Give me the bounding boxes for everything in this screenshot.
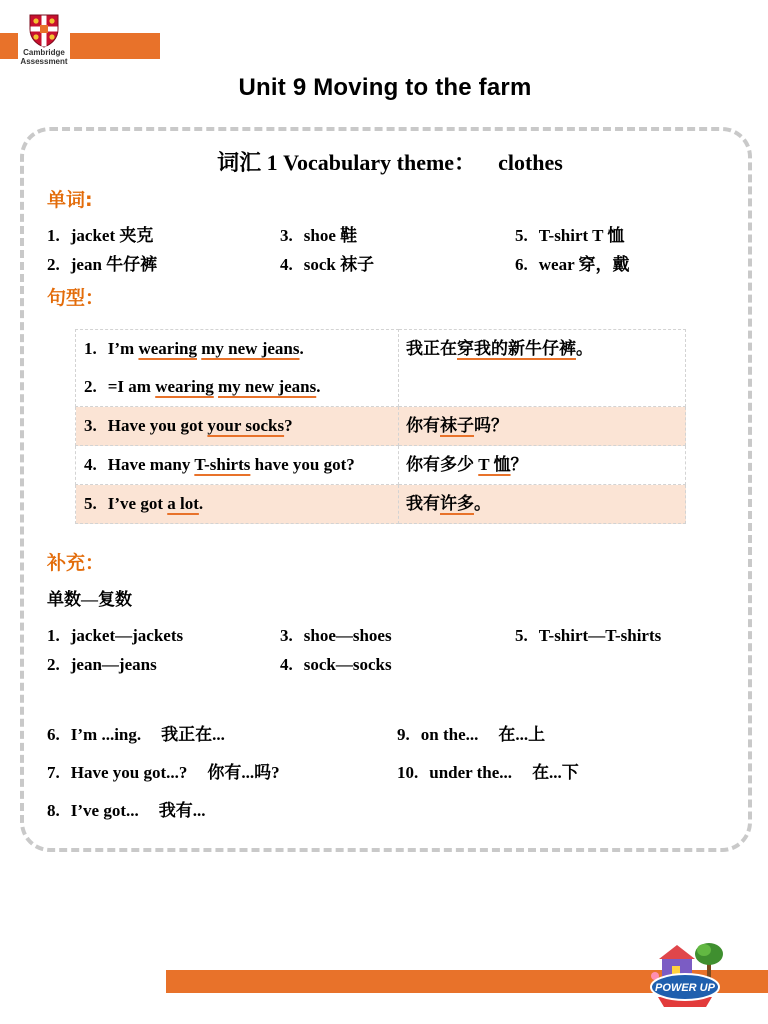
sentence-fragment: . <box>316 377 321 396</box>
sentence-line <box>84 446 398 484</box>
sentence-fragment: 。 <box>474 494 491 513</box>
english-cell <box>76 407 399 446</box>
item-number: 4. <box>280 255 293 274</box>
phrase-chinese: 你有...吗? <box>207 763 280 782</box>
plural-text: sock—socks <box>303 655 392 674</box>
power-up-logo-text: POWER UP <box>655 982 715 994</box>
item-number: 9. <box>397 725 410 744</box>
sentences-section-label: 句型： <box>47 287 105 309</box>
sentence-translation <box>406 330 685 368</box>
item-number: 7. <box>47 763 60 782</box>
vocabulary-theme: clothes <box>498 150 563 175</box>
logo-text-assessment: Assessment <box>20 57 68 66</box>
table-row <box>76 407 686 446</box>
item-number: 2. <box>47 255 60 274</box>
sentence-fragment: ? <box>284 416 293 435</box>
table-row <box>76 446 686 485</box>
underlined-phrase: wearing <box>155 377 214 396</box>
item-number: 6. <box>515 255 528 274</box>
word-text: jean 牛仔裤 <box>70 255 158 274</box>
vocabulary-heading <box>0 150 768 176</box>
plural-text: T-shirt—T-shirts <box>538 626 662 645</box>
phrase-item <box>47 725 225 745</box>
plural-text: shoe—shoes <box>303 626 392 645</box>
word-item <box>280 255 374 275</box>
plural-item <box>280 626 392 646</box>
sentence-fragment: I’m <box>107 339 139 358</box>
logo-text-cambridge: Cambridge <box>23 48 65 57</box>
underlined-phrase: T-shirts <box>194 455 251 474</box>
underlined-phrase: 许多 <box>440 494 474 513</box>
item-number: 5. <box>515 626 528 645</box>
item-number: 2. <box>47 655 60 674</box>
sentence-text <box>108 494 203 513</box>
sentence-line <box>84 407 398 445</box>
sentence-fragment: . <box>198 494 204 513</box>
underlined-phrase: T 恤 <box>478 455 511 474</box>
plural-item <box>47 626 183 646</box>
sentence-fragment: 我有 <box>406 494 440 513</box>
sentence-fragment: ？ <box>510 455 528 474</box>
plural-item <box>515 626 661 646</box>
sentence-number: 4. <box>84 455 97 474</box>
item-number: 1. <box>47 226 60 245</box>
phrase-english: I’m ...ing. <box>70 725 142 744</box>
plural-item <box>47 655 157 675</box>
words-section-label: 单词: <box>47 189 93 211</box>
word-text: sock 袜子 <box>303 255 375 274</box>
chinese-cell <box>399 407 686 446</box>
sentence-fragment: 你有 <box>406 416 440 435</box>
item-number: 1. <box>47 626 60 645</box>
item-number: 8. <box>47 801 60 820</box>
sentence-fragment: Have you got <box>107 416 208 435</box>
chinese-cell <box>399 446 686 485</box>
word-item <box>515 255 630 275</box>
page-title: Unit 9 Moving to the farm <box>238 74 532 101</box>
phrase-chinese: 我正在... <box>161 725 225 744</box>
underlined-phrase: wearing <box>138 339 197 358</box>
sentence-text <box>108 377 321 396</box>
underlined-phrase: my new jeans <box>218 377 317 396</box>
phrase-chinese: 我有... <box>158 801 206 820</box>
word-text: jacket 夹克 <box>70 226 154 245</box>
vocabulary-heading-label: 词汇 1 Vocabulary theme： <box>217 150 477 175</box>
sentence-number: 3. <box>84 416 97 435</box>
english-cell <box>76 446 399 485</box>
sentence-text <box>108 455 355 474</box>
phrase-item <box>47 763 280 783</box>
phrase-chinese: 在...上 <box>498 725 546 744</box>
sentence-fragment: 我正在 <box>406 339 457 358</box>
sentence-line <box>84 368 398 406</box>
sentence-fragment: =I am <box>107 377 156 396</box>
phrase-english: I’ve got... <box>70 801 139 820</box>
phrase-item <box>47 801 205 821</box>
item-number: 6. <box>47 725 60 744</box>
supplement-section-label: 补充： <box>47 552 105 574</box>
chinese-cell <box>399 485 686 524</box>
item-number: 4. <box>280 655 293 674</box>
sentence-text <box>108 416 293 435</box>
plural-item <box>280 655 392 675</box>
cambridge-shield-icon <box>29 14 59 48</box>
phrase-english: Have you got...? <box>70 763 188 782</box>
shield-shape <box>30 15 58 47</box>
word-text: T-shirt T 恤 <box>538 226 625 245</box>
sentence-translation <box>406 446 685 484</box>
plural-text: jean—jeans <box>70 655 157 674</box>
underlined-phrase: 袜子 <box>440 416 474 435</box>
sentence-line <box>84 330 398 368</box>
word-item <box>280 226 357 246</box>
english-cell <box>76 485 399 524</box>
table-row <box>76 485 686 524</box>
sentence-fragment: have you got? <box>250 455 355 474</box>
plural-text: jacket—jackets <box>70 626 184 645</box>
word-item <box>47 255 157 275</box>
sentence-fragment: I’ve got <box>107 494 168 513</box>
phrase-english: on the... <box>420 725 479 744</box>
underlined-phrase: a lot <box>167 494 199 513</box>
underlined-phrase: my new jeans <box>201 339 300 358</box>
sentence-number: 5. <box>84 494 97 513</box>
phrase-item <box>397 725 545 745</box>
phrase-item <box>397 763 579 783</box>
sentence-fragment: 你有多少 <box>406 455 479 474</box>
sentence-text <box>108 339 304 358</box>
item-number: 3. <box>280 226 293 245</box>
underlined-phrase: 我的新牛仔裤 <box>474 339 576 358</box>
item-number: 10. <box>397 763 419 782</box>
singular-plural-heading: 单数—复数 <box>47 590 132 609</box>
underlined-phrase: 穿 <box>457 339 474 358</box>
power-up-logo <box>646 940 728 1012</box>
chinese-cell <box>399 330 686 407</box>
table-row <box>76 330 686 407</box>
phrase-english: under the... <box>429 763 513 782</box>
word-item <box>515 226 624 246</box>
underlined-phrase: your socks <box>207 416 285 435</box>
word-text: shoe 鞋 <box>303 226 358 245</box>
sentence-fragment: Have many <box>107 455 195 474</box>
sentence-fragment: . <box>299 339 304 358</box>
sentence-fragment: 吗？ <box>474 416 508 435</box>
sentence-fragment: 。 <box>576 339 593 358</box>
english-cell <box>76 330 399 407</box>
cambridge-assessment-logo <box>18 10 70 72</box>
sentence-table <box>75 329 686 524</box>
item-number: 5. <box>515 226 528 245</box>
word-item <box>47 226 153 246</box>
word-text: wear 穿，戴 <box>538 255 630 274</box>
sentence-translation <box>406 407 685 445</box>
phrase-chinese: 在...下 <box>532 763 579 782</box>
sentence-line <box>84 485 398 523</box>
sentence-number: 2. <box>84 377 97 396</box>
sentence-translation <box>406 485 685 523</box>
sentence-number: 1. <box>84 339 97 358</box>
item-number: 3. <box>280 626 293 645</box>
